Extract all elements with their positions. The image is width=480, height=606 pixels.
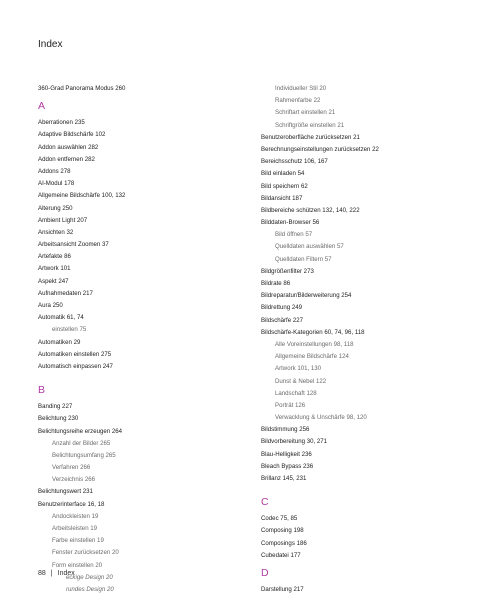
index-entry: Bildansicht 187	[261, 194, 303, 202]
index-entry: Darstellung 217	[261, 585, 304, 593]
index-entry: Automatisch einpassen 247	[38, 362, 113, 370]
index-entry: Codec 75, 85	[261, 515, 298, 523]
index-subentry: Schriftart einstellen 21	[275, 109, 336, 117]
section-letter: A	[38, 100, 46, 113]
index-subentry: Quelldaten auswählen 57	[275, 243, 344, 251]
index-entry: Bildbereiche schützen 132, 140, 222	[261, 206, 360, 214]
index-entry: Benutzerinterface 16, 18	[38, 500, 105, 508]
index-entry: Alterung 250	[38, 204, 73, 212]
index-entry: Composings 186	[261, 539, 307, 547]
index-entry: Bildschärfe 227	[261, 316, 304, 324]
page-title: Index	[38, 39, 63, 50]
index-entry: Ambient Light 207	[38, 216, 88, 224]
index-entry: Belichtungsreihe erzeugen 264	[38, 427, 123, 435]
index-entry: Addon entfernen 282	[38, 155, 95, 163]
index-entry: Allgemeine Bildschärfe 100, 132	[38, 192, 126, 200]
index-entry: Berechnungseinstellungen zurücksetzen 22	[261, 145, 379, 153]
footer-separator: |	[50, 570, 53, 577]
index-entry: Adaptive Bildschärfe 102	[38, 131, 106, 139]
index-entry: Artefakte 86	[38, 253, 71, 261]
index-subentry: Belichtungsumfang 265	[52, 451, 116, 459]
index-entry: Automatik 61, 74	[38, 314, 84, 322]
index-subentry: einstellen 75	[52, 326, 87, 334]
index-subentry: Arbeitsleisten 19	[52, 525, 98, 532]
index-entry: Bildrate 86	[261, 280, 291, 287]
index-entry: Artwork 101	[38, 265, 71, 273]
index-entry: Belichtung 230	[38, 415, 79, 423]
section-letter: B	[38, 384, 46, 397]
section-letter: D	[261, 566, 269, 579]
index-subentry: Quelldaten Filtern 57	[275, 255, 332, 263]
index-entry: Bild einladen 54	[261, 170, 305, 178]
index-entry: Cubedatei 177	[261, 551, 301, 559]
index-subentry: eckige Design 20	[66, 573, 113, 581]
index-entry: Bilddaten-Browser 56	[261, 219, 320, 227]
index-entry: AI-Modul 178	[38, 180, 75, 188]
index-entry: Banding 227	[38, 403, 73, 411]
index-entry: Bildstimmung 256	[261, 426, 310, 434]
index-entry: Bildreparatur/Bilderweiterung 254	[261, 292, 352, 300]
index-subentry: Fenster zurücksetzen 20	[52, 549, 119, 557]
index-subentry: Dunst & Nebel 122	[275, 377, 327, 385]
index-column-right	[261, 83, 466, 596]
index-entry: Automatiken einstellen 275	[38, 350, 112, 358]
page-number: 88	[38, 570, 46, 577]
index-subentry: Verwacklung & Unschärfe 98, 120	[275, 414, 367, 422]
index-entry: Benutzeroberfläche zurücksetzen 21	[261, 133, 360, 141]
index-entry: Bleach Bypass 236	[261, 462, 314, 470]
index-entry: Automatiken 29	[38, 338, 81, 346]
page-footer	[38, 570, 75, 577]
index-subentry: Schriftgröße einstellen 21	[275, 121, 345, 129]
index-subentry: Anzahl der Bilder 265	[52, 439, 111, 447]
index-entry: Aura 250	[38, 302, 63, 309]
index-subentry: Landschaft 128	[275, 389, 317, 397]
index-subentry: Artwork 101, 130	[275, 365, 322, 373]
index-subentry: Verzeichnis 266	[52, 476, 96, 484]
index-entry: Aberrationen 235	[38, 119, 85, 127]
footer-label: Index	[57, 570, 75, 577]
index-entry: Ansichten 32	[38, 228, 74, 236]
index-column-left	[38, 83, 243, 596]
index-entry: Bild speichern 62	[261, 182, 308, 190]
index-entry: Bereichsschutz 106, 167	[261, 158, 328, 166]
index-entry: Addons 278	[38, 167, 71, 175]
index-subentry: Allgemeine Bildschärfe 124	[275, 353, 349, 361]
index-entry: Belichtungswert 231	[38, 488, 93, 496]
index-entry: 360-Grad Panorama Modus 260	[38, 85, 126, 92]
index-subentry: rundes Design 20	[66, 585, 114, 593]
index-entry: Composing 198	[261, 527, 304, 535]
index-subentry: Farbe einstellen 19	[52, 537, 104, 545]
index-subentry: Verfahren 266	[52, 464, 91, 472]
index-entry: Bildrettung 249	[261, 304, 302, 312]
index-entry: Addon auswählen 282	[38, 143, 99, 151]
index-subentry: Porträt 126	[275, 401, 306, 409]
index-subentry: Individueller Stil 20	[275, 85, 327, 92]
index-subentry: Andockleisten 19	[52, 512, 99, 520]
index-entry: Aufnahmedaten 217	[38, 289, 93, 297]
index-entry: Arbeitsansicht Zoomen 37	[38, 241, 109, 249]
index-entry: Aspekt 247	[38, 277, 69, 285]
index-entry: Bildschärfe-Kategorien 60, 74, 96, 118	[261, 328, 365, 336]
index-entry: Bildvorbereitung 30, 271	[261, 438, 328, 446]
index-subentry: Rahmenfarbe 22	[275, 97, 321, 105]
index-subentry: Bild öffnen 57	[275, 231, 313, 239]
section-letter: C	[261, 496, 269, 509]
index-entry: Bildgrößenfilter 273	[261, 267, 314, 275]
index-entry: Blau-Helligkeit 236	[261, 450, 312, 458]
index-subentry: Form einstellen 20	[52, 561, 103, 569]
index-subentry: Alle Voreinstellungen 98, 118	[275, 340, 354, 348]
index-entry: Brillanz 145, 231	[261, 475, 307, 482]
